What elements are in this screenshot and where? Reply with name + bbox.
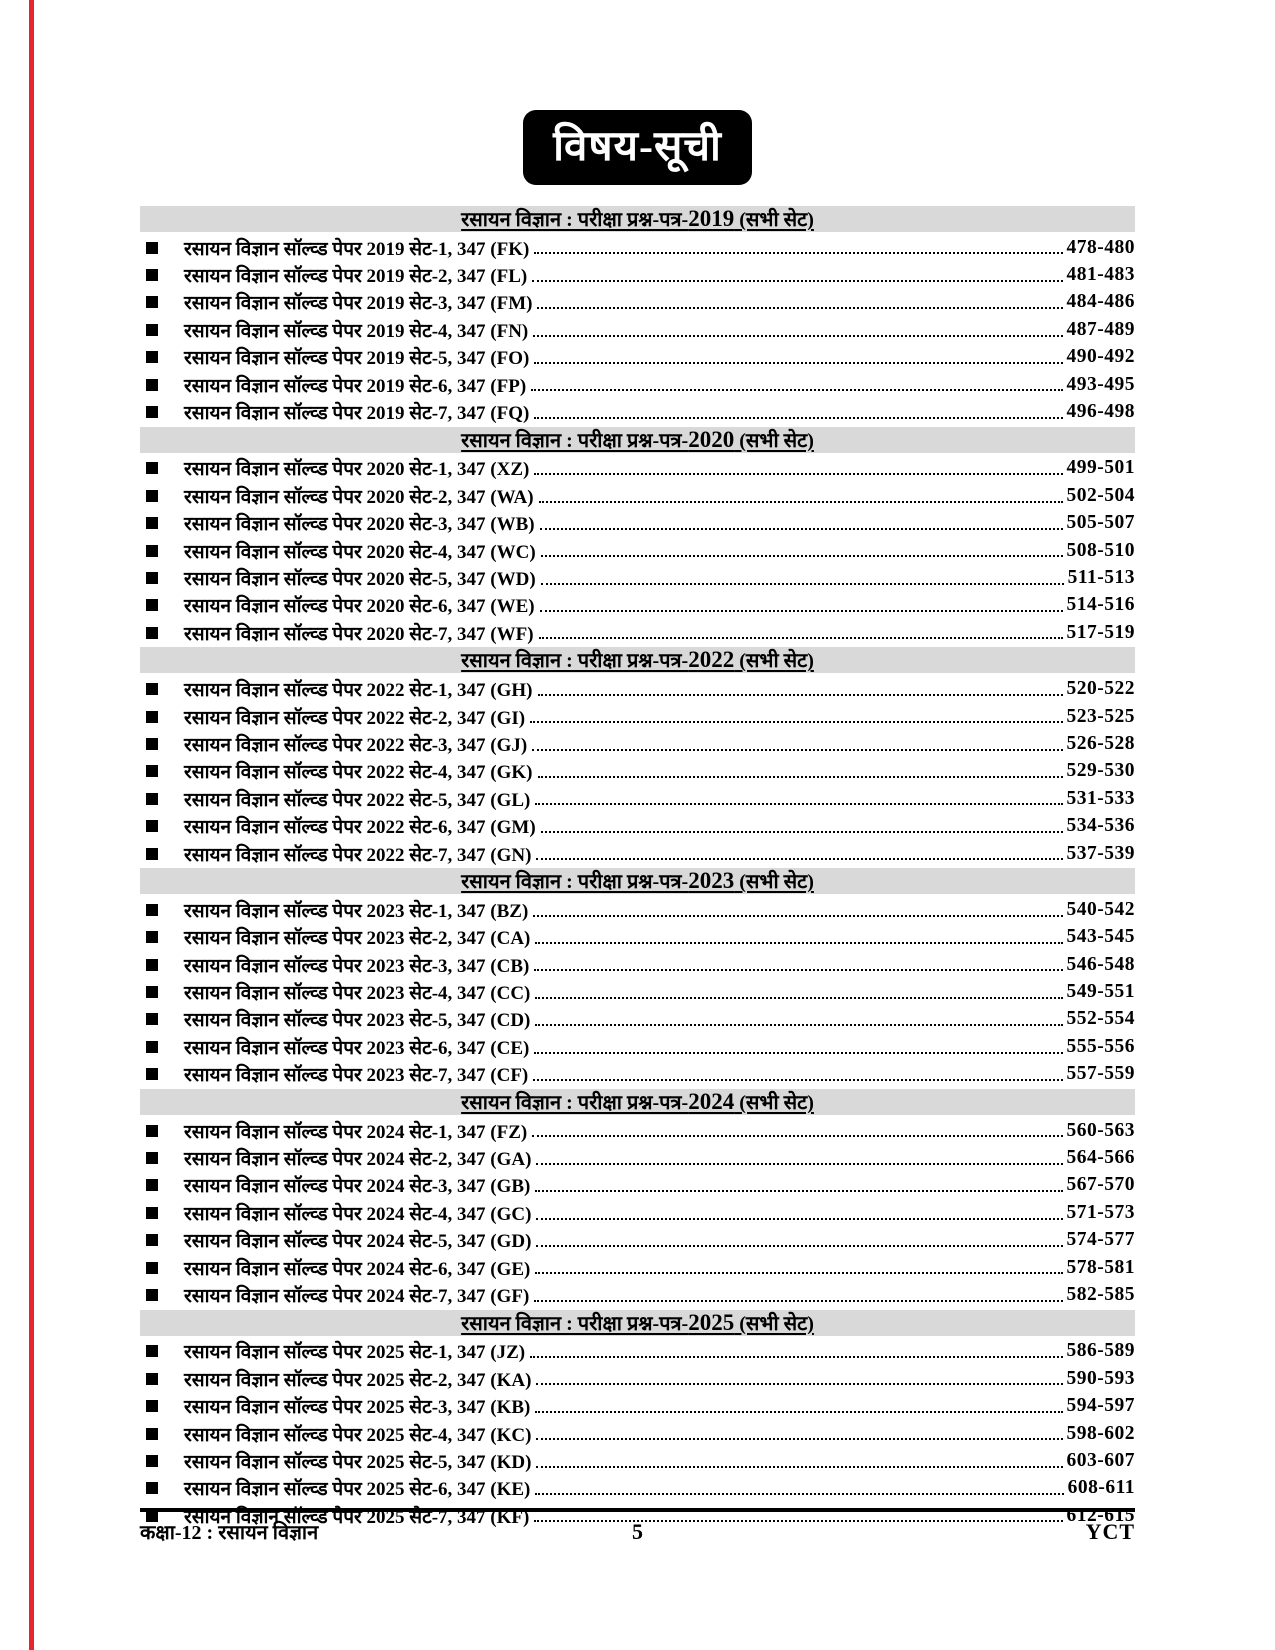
dot-leader: [536, 1438, 1062, 1440]
dot-leader: [539, 637, 1063, 639]
toc-entry-label: रसायन विज्ञान सॉल्व्ड पेपर 2023 सेट-6, 347 (CE): [184, 1037, 530, 1059]
toc-entry-label: रसायन विज्ञान सॉल्व्ड पेपर 2025 सेट-7, 347 (KF): [184, 1506, 530, 1528]
toc-entry-pages: 546-548: [1066, 953, 1135, 975]
toc-entry: [140, 785, 1135, 812]
section-items: [140, 234, 1135, 426]
footer-publisher: YCT: [1085, 1519, 1136, 1544]
toc-entry-pages: 534-536: [1066, 815, 1135, 837]
section-heading-prefix: रसायन विज्ञान : परीक्षा प्रश्न-पत्र-: [461, 209, 689, 231]
toc-entry: [140, 289, 1135, 316]
toc-entry-pages: 586-589: [1066, 1340, 1135, 1362]
dot-leader: [539, 501, 1063, 503]
section-items: [140, 675, 1135, 867]
dot-leader: [533, 915, 1062, 917]
square-bullet-icon: [146, 848, 158, 860]
toc-entry: [140, 1420, 1135, 1447]
toc-section: [140, 427, 1135, 647]
toc-entry: [140, 1172, 1135, 1199]
toc-entry: [140, 1365, 1135, 1392]
toc-entry-pages: 612-615: [1066, 1504, 1135, 1526]
square-bullet-icon: [146, 572, 158, 584]
dot-leader: [534, 417, 1062, 419]
toc-entry-pages: 571-573: [1066, 1201, 1135, 1223]
toc-entry-pages: 552-554: [1066, 1008, 1135, 1030]
section-heading-prefix: रसायन विज्ञान : परीक्षा प्रश्न-पत्र-: [461, 429, 689, 452]
toc-entry-label: रसायन विज्ञान सॉल्व्ड पेपर 2024 सेट-7, 347 (GF): [184, 1285, 530, 1307]
toc-entry-label: रसायन विज्ञान सॉल्व्ड पेपर 2022 सेट-7, 347 (GN): [184, 844, 532, 866]
dot-leader: [535, 1493, 1063, 1495]
toc-entry-label: रसायन विज्ञान सॉल्व्ड पेपर 2020 सेट-4, 347 (WC): [184, 541, 536, 563]
square-bullet-icon: [146, 1262, 158, 1274]
toc-entry-label: रसायन विज्ञान सॉल्व्ड पेपर 2019 सेट-2, 347 (FL): [184, 266, 528, 288]
square-bullet-icon: [146, 462, 158, 474]
square-bullet-icon: [146, 324, 158, 336]
toc-entry-pages: 499-501: [1066, 457, 1135, 479]
toc-entry: [140, 1117, 1135, 1144]
square-bullet-icon: [146, 379, 158, 391]
toc-entry: [140, 592, 1135, 619]
dot-leader: [535, 942, 1062, 944]
toc-entry: [140, 1199, 1135, 1226]
square-bullet-icon: [146, 1207, 158, 1219]
toc-entry-pages: 520-522: [1066, 678, 1135, 700]
square-bullet-icon: [146, 1455, 158, 1467]
square-bullet-icon: [146, 1234, 158, 1246]
toc-entry: [140, 1033, 1135, 1060]
toc-entry: [140, 455, 1135, 482]
square-bullet-icon: [146, 599, 158, 611]
dot-leader: [534, 969, 1062, 971]
section-header: [140, 1089, 1135, 1115]
section-heading-prefix: रसायन विज्ञान : परीक्षा प्रश्न-पत्र-: [461, 871, 689, 894]
toc-entry: [140, 924, 1135, 951]
dot-leader: [534, 362, 1062, 364]
dot-leader: [536, 1383, 1062, 1385]
square-bullet-icon: [146, 1013, 158, 1025]
dot-leader: [536, 1163, 1062, 1165]
toc-entry-pages: 478-480: [1066, 236, 1135, 258]
section-heading-year: 2025: [688, 1309, 735, 1335]
square-bullet-icon: [146, 793, 158, 805]
toc-entry: [140, 398, 1135, 425]
section-heading: [461, 426, 814, 452]
toc-entry: [140, 812, 1135, 839]
square-bullet-icon: [146, 1125, 158, 1137]
toc-entry-pages: 511-513: [1067, 566, 1135, 588]
section-items: [140, 455, 1135, 647]
section-heading-suffix: (सभी सेट): [734, 1312, 814, 1335]
toc-entry: [140, 1061, 1135, 1088]
dot-leader: [534, 252, 1062, 254]
square-bullet-icon: [146, 1041, 158, 1053]
toc-entry-label: रसायन विज्ञान सॉल्व्ड पेपर 2023 सेट-3, 347 (CB): [184, 955, 530, 977]
section-heading-year: 2022: [688, 647, 735, 673]
toc-entry: [140, 1338, 1135, 1365]
toc-entry: [140, 564, 1135, 591]
toc-entry-pages: 496-498: [1066, 401, 1135, 423]
toc-entry-pages: 531-533: [1066, 787, 1135, 809]
dot-leader: [530, 1356, 1062, 1358]
toc-entry-label: रसायन विज्ञान सॉल्व्ड पेपर 2023 सेट-1, 347 (BZ): [184, 900, 529, 922]
dot-leader: [535, 997, 1062, 999]
section-heading-suffix: (सभी सेट): [734, 1091, 814, 1114]
toc-entry: [140, 703, 1135, 730]
toc-entry-pages: 481-483: [1066, 264, 1135, 286]
toc-entry-label: रसायन विज्ञान सॉल्व्ड पेपर 2022 सेट-5, 347 (GL): [184, 789, 531, 811]
toc-entry-label: रसायन विज्ञान सॉल्व्ड पेपर 2019 सेट-3, 347 (FM): [184, 293, 533, 315]
square-bullet-icon: [146, 765, 158, 777]
toc-entry-label: रसायन विज्ञान सॉल्व्ड पेपर 2023 सेट-4, 347 (CC): [184, 983, 531, 1005]
toc-entry: [140, 951, 1135, 978]
toc-entry-pages: 529-530: [1066, 760, 1135, 782]
section-heading-prefix: रसायन विज्ञान : परीक्षा प्रश्न-पत्र-: [461, 1312, 689, 1335]
toc-entry: [140, 758, 1135, 785]
dot-leader: [538, 776, 1063, 778]
footer-book-title: कक्षा-12 : रसायन विज्ञान: [140, 1522, 319, 1544]
toc-entry-pages: 484-486: [1066, 291, 1135, 313]
toc-entry-label: रसायन विज्ञान सॉल्व्ड पेपर 2025 सेट-4, 347 (KC): [184, 1424, 532, 1446]
toc: [140, 206, 1135, 1529]
toc-entry-pages: 555-556: [1066, 1035, 1135, 1057]
toc-entry-pages: 560-563: [1066, 1119, 1135, 1141]
toc-entry-pages: 493-495: [1066, 373, 1135, 395]
toc-entry-label: रसायन विज्ञान सॉल्व्ड पेपर 2024 सेट-6, 347 (GE): [184, 1258, 531, 1280]
toc-entry: [140, 1144, 1135, 1171]
section-heading-year: 2024: [688, 1088, 735, 1114]
dot-leader: [540, 610, 1063, 612]
square-bullet-icon: [146, 959, 158, 971]
dot-leader: [536, 858, 1062, 860]
toc-entry: [140, 1254, 1135, 1281]
square-bullet-icon: [146, 904, 158, 916]
dot-leader: [530, 721, 1062, 723]
square-bullet-icon: [146, 1152, 158, 1164]
toc-entry-label: रसायन विज्ञान सॉल्व्ड पेपर 2020 सेट-7, 347 (WF): [184, 623, 534, 645]
toc-entry: [140, 1227, 1135, 1254]
title-banner-wrap: [140, 0, 1135, 185]
dot-leader: [532, 1135, 1062, 1137]
toc-entry-label: रसायन विज्ञान सॉल्व्ड पेपर 2022 सेट-6, 347 (GM): [184, 817, 536, 839]
left-margin-rule: [29, 0, 34, 1650]
toc-entry-pages: 543-545: [1066, 926, 1135, 948]
toc-entry-label: रसायन विज्ञान सॉल्व्ड पेपर 2019 सेट-4, 347 (FN): [184, 320, 529, 342]
dot-leader: [541, 555, 1063, 557]
dot-leader: [531, 389, 1062, 391]
toc-entry: [140, 896, 1135, 923]
section-heading: [461, 1088, 814, 1114]
toc-entry-label: रसायन विज्ञान सॉल्व्ड पेपर 2019 सेट-5, 347 (FO): [184, 348, 530, 370]
toc-entry-label: रसायन विज्ञान सॉल्व्ड पेपर 2020 सेट-6, 347 (WE): [184, 596, 535, 618]
square-bullet-icon: [146, 1428, 158, 1440]
toc-entry-label: रसायन विज्ञान सॉल्व्ड पेपर 2019 सेट-1, 347 (FK): [184, 238, 530, 260]
toc-section: [140, 647, 1135, 867]
section-heading-year: 2019: [688, 206, 735, 231]
toc-entry: [140, 316, 1135, 343]
toc-entry-label: रसायन विज्ञान सॉल्व्ड पेपर 2024 सेट-2, 347 (GA): [184, 1149, 532, 1171]
toc-entry: [140, 1006, 1135, 1033]
square-bullet-icon: [146, 517, 158, 529]
section-heading-suffix: (सभी सेट): [734, 650, 814, 673]
toc-entry: [140, 1447, 1135, 1474]
toc-entry: [140, 1392, 1135, 1419]
toc-entry: [140, 1475, 1135, 1502]
section-heading-suffix: (सभी सेट): [734, 871, 814, 894]
toc-entry-pages: 526-528: [1066, 732, 1135, 754]
dot-leader: [536, 1218, 1062, 1220]
toc-entry-label: रसायन विज्ञान सॉल्व्ड पेपर 2023 सेट-5, 347 (CD): [184, 1010, 531, 1032]
toc-entry-label: रसायन विज्ञान सॉल्व्ड पेपर 2025 सेट-6, 347 (KE): [184, 1479, 531, 1501]
square-bullet-icon: [146, 931, 158, 943]
square-bullet-icon: [146, 351, 158, 363]
section-header: [140, 427, 1135, 453]
toc-entry-pages: 505-507: [1066, 512, 1135, 534]
toc-entry: [140, 371, 1135, 398]
toc-entry-label: रसायन विज्ञान सॉल्व्ड पेपर 2019 सेट-7, 347 (FQ): [184, 403, 530, 425]
page-title: विषय-सूची: [523, 110, 752, 185]
toc-section: [140, 868, 1135, 1088]
section-heading: [461, 868, 814, 894]
square-bullet-icon: [146, 490, 158, 502]
toc-entry-pages: 603-607: [1066, 1449, 1135, 1471]
dot-leader: [535, 1411, 1062, 1413]
square-bullet-icon: [146, 269, 158, 281]
toc-entry-pages: 574-577: [1066, 1229, 1135, 1251]
dot-leader: [534, 1300, 1062, 1302]
dot-leader: [532, 280, 1062, 282]
toc-section: [140, 1310, 1135, 1530]
toc-entry-label: रसायन विज्ञान सॉल्व्ड पेपर 2023 सेट-2, 347 (CA): [184, 928, 531, 950]
dot-leader: [533, 1079, 1062, 1081]
page-footer: [140, 1508, 1135, 1545]
square-bullet-icon: [146, 1373, 158, 1385]
toc-section: [140, 206, 1135, 426]
square-bullet-icon: [146, 1289, 158, 1301]
dot-leader: [535, 1024, 1062, 1026]
toc-entry: [140, 619, 1135, 646]
dot-leader: [537, 307, 1062, 309]
toc-entry-pages: 578-581: [1066, 1256, 1135, 1278]
toc-entry-pages: 514-516: [1066, 594, 1135, 616]
toc-entry-pages: 590-593: [1066, 1367, 1135, 1389]
toc-entry-label: रसायन विज्ञान सॉल्व्ड पेपर 2025 सेट-3, 347 (KB): [184, 1397, 531, 1419]
toc-entry-pages: 517-519: [1066, 621, 1135, 643]
section-heading-suffix: (सभी सेट): [734, 429, 814, 452]
section-header: [140, 1310, 1135, 1336]
section-heading: [461, 647, 814, 673]
toc-entry-label: रसायन विज्ञान सॉल्व्ड पेपर 2023 सेट-7, 347 (CF): [184, 1065, 529, 1087]
toc-entry-label: रसायन विज्ञान सॉल्व्ड पेपर 2020 सेट-5, 347 (WD): [184, 568, 536, 590]
toc-entry-label: रसायन विज्ञान सॉल्व्ड पेपर 2024 सेट-3, 347 (GB): [184, 1176, 531, 1198]
square-bullet-icon: [146, 1068, 158, 1080]
square-bullet-icon: [146, 711, 158, 723]
toc-entry: [140, 537, 1135, 564]
toc-entry-pages: 502-504: [1066, 484, 1135, 506]
toc-section: [140, 1089, 1135, 1309]
toc-entry-label: रसायन विज्ञान सॉल्व्ड पेपर 2019 सेट-6, 347 (FP): [184, 375, 527, 397]
section-items: [140, 1338, 1135, 1530]
dot-leader: [533, 335, 1062, 337]
square-bullet-icon: [146, 683, 158, 695]
dot-leader: [538, 694, 1063, 696]
footer-page-number: 5: [632, 1519, 643, 1544]
square-bullet-icon: [146, 1400, 158, 1412]
toc-entry-pages: 598-602: [1066, 1422, 1135, 1444]
dot-leader: [541, 831, 1063, 833]
toc-entry-label: रसायन विज्ञान सॉल्व्ड पेपर 2024 सेट-1, 347 (FZ): [184, 1121, 528, 1143]
square-bullet-icon: [146, 738, 158, 750]
square-bullet-icon: [146, 1482, 158, 1494]
toc-entry-label: रसायन विज्ञान सॉल्व्ड पेपर 2022 सेट-4, 347 (GK): [184, 762, 533, 784]
section-header: [140, 868, 1135, 894]
toc-entry-label: रसायन विज्ञान सॉल्व्ड पेपर 2022 सेट-3, 347 (GJ): [184, 734, 528, 756]
section-header: [140, 206, 1135, 232]
section-heading-year: 2023: [688, 868, 735, 894]
square-bullet-icon: [146, 1345, 158, 1357]
toc-entry: [140, 730, 1135, 757]
section-heading-prefix: रसायन विज्ञान : परीक्षा प्रश्न-पत्र-: [461, 650, 689, 673]
toc-entry: [140, 675, 1135, 702]
toc-entry-label: रसायन विज्ञान सॉल्व्ड पेपर 2022 सेट-1, 347 (GH): [184, 680, 533, 702]
toc-entry-pages: 557-559: [1066, 1063, 1135, 1085]
toc-entry-pages: 523-525: [1066, 705, 1135, 727]
section-heading-year: 2020: [688, 426, 735, 452]
toc-entry-pages: 594-597: [1066, 1395, 1135, 1417]
toc-entry: [140, 1281, 1135, 1308]
toc-entry-pages: 608-611: [1067, 1477, 1135, 1499]
section-items: [140, 896, 1135, 1088]
section-heading: [461, 1309, 814, 1335]
dot-leader: [535, 1190, 1062, 1192]
section-header: [140, 647, 1135, 673]
toc-entry: [140, 978, 1135, 1005]
toc-entry: [140, 234, 1135, 261]
toc-entry: [140, 840, 1135, 867]
dot-leader: [540, 528, 1063, 530]
toc-entry: [140, 510, 1135, 537]
dot-leader: [532, 749, 1062, 751]
square-bullet-icon: [146, 406, 158, 418]
toc-entry-pages: 537-539: [1066, 842, 1135, 864]
toc-entry-label: रसायन विज्ञान सॉल्व्ड पेपर 2020 सेट-2, 347 (WA): [184, 486, 534, 508]
toc-entry-pages: 508-510: [1066, 539, 1135, 561]
toc-entry-label: रसायन विज्ञान सॉल्व्ड पेपर 2024 सेट-5, 347 (GD): [184, 1231, 532, 1253]
toc-entry-label: रसायन विज्ञान सॉल्व्ड पेपर 2020 सेट-3, 347 (WB): [184, 514, 535, 536]
dot-leader: [534, 473, 1062, 475]
toc-entry-label: रसायन विज्ञान सॉल्व्ड पेपर 2025 सेट-2, 347 (KA): [184, 1369, 532, 1391]
toc-entry-pages: 487-489: [1066, 318, 1135, 340]
toc-entry: [140, 344, 1135, 371]
dot-leader: [535, 803, 1062, 805]
section-items: [140, 1117, 1135, 1309]
square-bullet-icon: [146, 1179, 158, 1191]
square-bullet-icon: [146, 296, 158, 308]
toc-entry-pages: 549-551: [1066, 981, 1135, 1003]
dot-leader: [536, 1245, 1062, 1247]
toc-entry-pages: 582-585: [1066, 1283, 1135, 1305]
square-bullet-icon: [146, 545, 158, 557]
square-bullet-icon: [146, 986, 158, 998]
dot-leader: [541, 583, 1064, 585]
dot-leader: [534, 1052, 1062, 1054]
toc-entry: [140, 261, 1135, 288]
section-heading: [461, 206, 814, 231]
toc-entry-pages: 490-492: [1066, 346, 1135, 368]
dot-leader: [535, 1272, 1062, 1274]
section-heading-prefix: रसायन विज्ञान : परीक्षा प्रश्न-पत्र-: [461, 1091, 689, 1114]
toc-entry-pages: 564-566: [1066, 1147, 1135, 1169]
toc-entry-label: रसायन विज्ञान सॉल्व्ड पेपर 2020 सेट-1, 347 (XZ): [184, 459, 530, 481]
toc-entry: [140, 482, 1135, 509]
toc-entry-pages: 540-542: [1066, 898, 1135, 920]
toc-entry-label: रसायन विज्ञान सॉल्व्ड पेपर 2025 सेट-1, 347 (JZ): [184, 1342, 526, 1364]
section-heading-suffix: (सभी सेट): [734, 209, 814, 231]
toc-entry-label: रसायन विज्ञान सॉल्व्ड पेपर 2022 सेट-2, 347 (GI): [184, 707, 526, 729]
toc-entry-label: रसायन विज्ञान सॉल्व्ड पेपर 2025 सेट-5, 347 (KD): [184, 1451, 532, 1473]
square-bullet-icon: [146, 627, 158, 639]
square-bullet-icon: [146, 820, 158, 832]
dot-leader: [536, 1466, 1062, 1468]
square-bullet-icon: [146, 242, 158, 254]
toc-entry-label: रसायन विज्ञान सॉल्व्ड पेपर 2024 सेट-4, 347 (GC): [184, 1203, 532, 1225]
toc-entry-pages: 567-570: [1066, 1174, 1135, 1196]
